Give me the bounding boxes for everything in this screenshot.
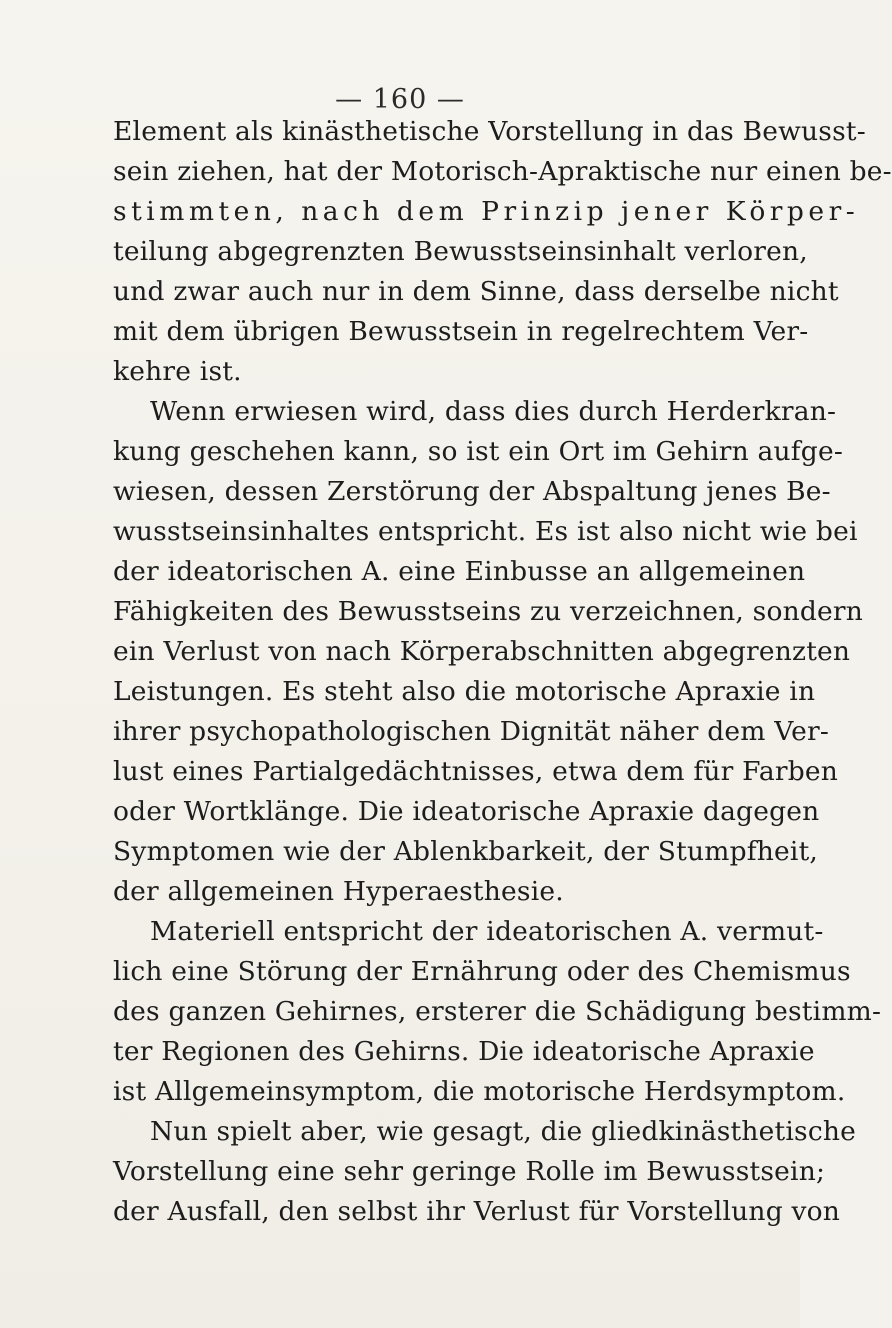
text-line: kehre ist.	[113, 356, 242, 387]
text-line: ein Verlust von nach Körperabschnitten abgegrenzten	[113, 636, 851, 667]
text-line: der Ausfall, den selbst ihr Verlust für Vorstellung von	[113, 1196, 841, 1227]
text-line: Vorstellung eine sehr geringe Rolle im Bewusstsein;	[113, 1156, 826, 1187]
text-line: ihrer psychopathologischen Dignität näher dem Ver-	[113, 716, 830, 747]
page-number-header: — 160 —	[335, 84, 465, 115]
text-line: Element als kinästhetische Vorstellung in das Bewusst-	[113, 116, 866, 147]
text-line: mit dem übrigen Bewusstsein in regelrechtem Ver-	[113, 316, 809, 347]
text-line: teilung abgegrenzten Bewusstseinsinhalt verloren,	[113, 236, 808, 267]
text-line: Wenn erwiesen wird, dass dies durch Herderkran-	[150, 396, 837, 427]
text-line: wusstseinsinhaltes entspricht. Es ist also nicht wie bei	[113, 516, 858, 547]
text-line: der ideatorischen A. eine Einbusse an allgemeinen	[113, 556, 806, 587]
text-line: Symptomen wie der Ablenkbarkeit, der Stumpfheit,	[113, 836, 819, 867]
text-line: ter Regionen des Gehirns. Die ideatorische Apraxie	[113, 1036, 815, 1067]
text-line: Nun spielt aber, wie gesagt, die gliedkinästhetische	[150, 1116, 857, 1147]
text-line: stimmten, nach dem Prinzip jener Körper-	[113, 196, 860, 227]
text-line: Materiell entspricht der ideatorischen A. vermut-	[150, 916, 824, 947]
text-line: wiesen, dessen Zerstörung der Abspaltung jenes Be-	[113, 476, 831, 507]
text-line: ist Allgemeinsymptom, die motorische Herdsymptom.	[113, 1076, 846, 1107]
text-line: und zwar auch nur in dem Sinne, dass derselbe nicht	[113, 276, 839, 307]
text-line: sein ziehen, hat der Motorisch-Apraktische nur einen be-	[113, 156, 892, 187]
text-line: kung geschehen kann, so ist ein Ort im Gehirn aufge-	[113, 436, 843, 467]
text-line: oder Wortklänge. Die ideatorische Apraxie dagegen	[113, 796, 820, 827]
text-line: der allgemeinen Hyperaesthesie.	[113, 876, 564, 907]
text-line: Fähigkeiten des Bewusstseins zu verzeichnen, sondern	[113, 596, 864, 627]
text-line: des ganzen Gehirnes, ersterer die Schädigung bestimm-	[113, 996, 882, 1027]
text-line: lich eine Störung der Ernährung oder des Chemismus	[113, 956, 851, 987]
text-line: lust eines Partialgedächtnisses, etwa dem für Farben	[113, 756, 839, 787]
text-line: Leistungen. Es steht also die motorische Apraxie in	[113, 676, 816, 707]
